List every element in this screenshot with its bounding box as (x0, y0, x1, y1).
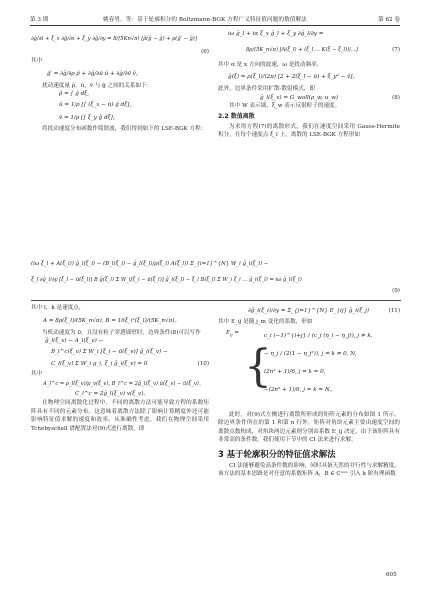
left-column (31, 30, 209, 133)
discretization-method-paragraph: 在物理空间离散化过程中，不同的离散方法可能导致方程的系数矩阵具有不同的元素分布。这意味着离散方法除了影响计算精度外还可能影响特征值求解的速度和效率。从准确性考虑，我们在物理空间采用 Tchebyschell 谱配置法对(9)式进行离散，即 (31, 399, 209, 432)
equation-7-number: (7) (392, 46, 400, 53)
coefficients-boundary: A_l^c = ρ_l(ξ_v)/ρ_v(ξ_v), B_l^c = 2ĝ_l(ξ_v) ũ(ξ_v) − ū(ξ_v)。 (43, 381, 204, 388)
equation-11 (218, 304, 400, 318)
coefficient-c: C_l^c = 2ĝ_l(ξ_v) v(ξ_v)。 (75, 391, 149, 398)
discretization-paragraph: 为求得方程(7)的离散形式，我们在速度空间采用 Gauss-Hermite 积分，在每个速度点 ξ_l 上，离散的 LSE-BGK 方程形如 (218, 123, 400, 139)
where-label-2: 其中 l，k 是速度点， (31, 305, 85, 311)
piecewise-cases (218, 327, 400, 411)
case-4: −(2n² + 1)/6, j = k = N。 (264, 386, 336, 393)
left-column-bottom (31, 304, 209, 433)
boundary-rewrite-paragraph: 当机动速度为 0，且没有粒子穿透墙壁时，边界条件(8)可以写作 (42, 329, 201, 336)
equation-6-body: ∂g̃/∂t + ξ_x ∂g̃/∂x + ξ_y ∂g̃/∂y = 8/(5Kn√π) [ρ̃(g̃ − g̃) + ρ(g̃′ − g̃)] (31, 36, 197, 42)
equation-7-line2 (218, 39, 400, 61)
equation-9-line2: ξ_l ∂ĝ_l/∂y [ξ_l − ū(ξ_l)] B ĝ(ξ_l) Σ W_i[ξ_i − ū(ξ_l)] ĝ_i(ξ_l) − ξ_l B(ξ_l) Σ W_i ξ_i ... ĝ_i(ξ_l) = iω ĝ_l(ξ_l) (31, 277, 302, 283)
header-rule (30, 25, 400, 26)
equation-9-line1: (iω ξ_l + A(ξ_l)) ĝ_l(ξ_l) − (B_l(ξ_l) − ĝ_l(ξ_l)/ρ(ξ_l) A(ξ_l)) Σ_{i=1}^{N} W_i ĝ_i(ξ_l) − (31, 261, 269, 267)
equation-10-number: (10) (197, 360, 209, 367)
matrix-structure-paragraph: 此时，对(9)式左侧进行离散所形成的矩阵元素的分布如图 1 所示。除边界条件所在的第 1 和第 n 行外，矩阵对角块元素主要由速度空间的离散点数构成，对角块两边元素则分别由系数 E_ij 决定。由于该矩阵具有非常高的条件数，我们使用下节中的 CI 法来进行求解。 (218, 411, 400, 444)
equation-6 (31, 30, 209, 48)
equation-9-rule (31, 300, 401, 301)
equation-9-number-row (31, 288, 400, 298)
boundary-line-3: C_l(ξ_v) Σ W_i g_i, ξ_i ĝ_i(ξ_v) = 0 (51, 360, 148, 367)
boundary-line-2: B_l^c(ξ_v) Σ W_i [ξ_i − ū(ξ_v)] ĝ_i(ξ_v) − (51, 348, 168, 355)
geq-right-definition: ĝ(ξ) = ρ(ξ_l)/(2π) [2 + 2(ξ_l − ū) + ξ_y² − ṽ]。 (228, 74, 358, 81)
right-column-bottom (218, 304, 400, 479)
header-issue: 第 3 期 (30, 17, 49, 23)
geq-definition: g̃′ = ∂ĝ/∂ρ ρ̃ + ∂ĝ/∂ū ũ + ∂ĝ/∂v̄ ṽ。 (47, 70, 142, 77)
coefficients-a-b: A = 8ρ(ξ_l)/(5K_n√π), B = 16ξ_i²(ξ_l)/(5K_n√π)。 (43, 317, 180, 324)
lse-bgk-intro: 将扰动速度分布函数作简谐波，我们得到如下的 LSE-BGK 方程： (42, 125, 207, 132)
relation-u: ũ = 1/ρ [∫ (ξ_x − ū) g̃ dξ], (59, 101, 132, 108)
ci-method-paragraph: CI 法能够避免高条件数的影响，同时具备天然的并行性与求解精度。该方法的基本思路是对任意的系数矩阵 A，B ∈ Cⁿˣⁿ 引入 k 阶有理函数 (218, 462, 400, 478)
running-header (30, 15, 400, 25)
equation-9-number: (9) (392, 288, 400, 294)
section-3-heading: 3 基于轮廓积分的特征值求解法 (218, 448, 336, 459)
where-label-3: 其中 (31, 370, 43, 377)
piecewise-brace: { (244, 340, 272, 392)
equation-8-number: (8) (392, 94, 400, 101)
header-title: 姚春男，等：基于轮廓积分的 Boltzmann-BGK 方程广义特征值问题的数值解法 (103, 17, 307, 23)
wall-definition: 其中 W 表示墙，ξ_w 表示反射粒子的速度。 (229, 103, 341, 110)
coefficient-intro: 其中 E_ij 是随 j_m 变化的系数，形如 (218, 319, 313, 325)
relation-v: ṽ = 1/ρ [∫ ξ_y g̃ dξ]。 (59, 114, 119, 121)
boundary-intro: 此外，边界条件采用扩散-散射模式，即 (218, 86, 315, 93)
page-number: 605 (386, 572, 397, 578)
case-2: − η_j / (2(1 − η_j²)), j = k ≠ 0, N, (264, 350, 357, 357)
right-column (218, 30, 400, 140)
equation-6-number-row (31, 48, 209, 57)
case-3: (2n² + 1)/6, j = k = 0, (264, 368, 326, 375)
equation-7-body: 8ρ/(5K_n√π) [A(ξ_l) + (ξ_l ... K(ξ − ξ_l))/...] (246, 46, 358, 53)
section-2-2-heading: 2.2 数值离散 (218, 112, 255, 120)
e-ij-label: $E_{ij}$ = (226, 329, 240, 337)
perturbation-intro: 扰动速度量 ρ̃，ũ，ṽ 与 g̃ 之间的关系如下： (42, 82, 153, 89)
equation-9 (31, 256, 400, 301)
equation-7-line1: iω ĝ_l + iα ξ_x ĝ_l + ξ_y ∂ĝ_l/∂y = (228, 31, 324, 37)
case-1: c_i (−1)^{i+j} / (c_j (η_i − η_j)), j ≠ k, (264, 332, 373, 339)
equation-11-number: (11) (388, 308, 400, 314)
equation-8 (218, 94, 400, 103)
equation-6-number: (6) (201, 49, 209, 55)
equation-11-body: ∂ĝ_i(ξ_i)/∂y = Σ_{j=1}^{N} E_{ij} ĝ_i(ξ_j) (248, 308, 370, 314)
where-label-1: 其中 (31, 58, 43, 64)
header-volume: 第 62 卷 (378, 17, 400, 23)
equation-8-body: ĝ_l(ξ_v) = G_wall(ρ_w, u_w) (260, 94, 339, 101)
relation-rho: ρ̃ = ∫ g̃ dξ, (59, 91, 90, 98)
wave-definition: 其中 α 是 x 方向的波速，ω 是扰动频率， (218, 61, 323, 68)
boundary-line-3-row (31, 358, 209, 370)
boundary-line-1: ĝ_l(ξ_v) − A_l(ξ_v) − (45, 338, 104, 345)
